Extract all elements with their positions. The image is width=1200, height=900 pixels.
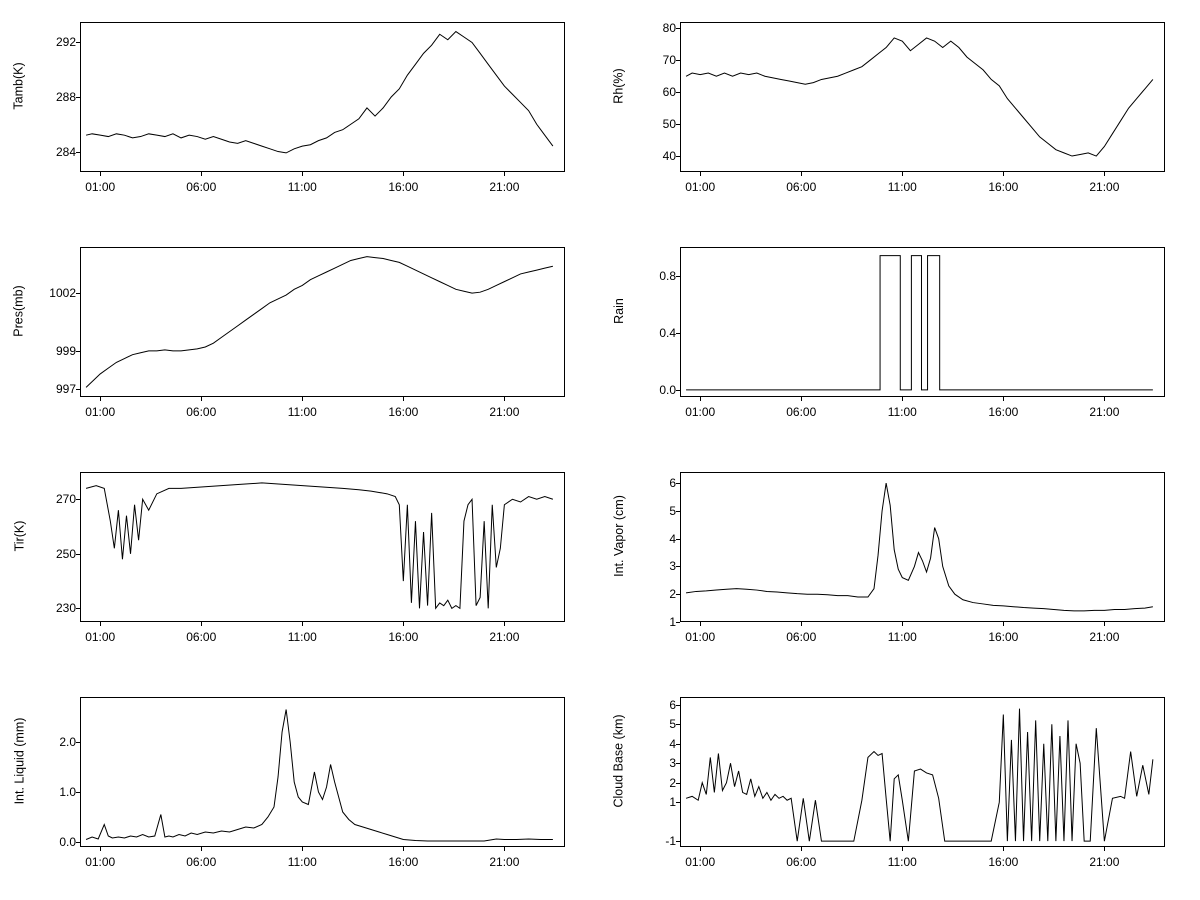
y-tick-label: 230 (55, 601, 76, 616)
y-axis-label-text: Pres(mb) (12, 285, 26, 337)
x-tick-mark (201, 847, 202, 851)
x-tick-mark (1003, 847, 1004, 851)
x-tick-mark (1003, 397, 1004, 401)
y-tick-label: 270 (55, 492, 76, 507)
y-axis-label-text: Tir(K) (12, 520, 26, 552)
y-axis-label-text: Cloud Base (km) (612, 714, 626, 808)
x-tick-label: 11:00 (887, 630, 917, 644)
y-tick-label: 6 (669, 476, 676, 491)
x-tick-mark (1104, 847, 1105, 851)
chart-panel-tir (0, 450, 600, 675)
x-tick-mark (1003, 622, 1004, 626)
y-tick-label: 5 (669, 503, 676, 518)
x-tick-mark (504, 847, 505, 851)
y-axis-label-rain (608, 225, 630, 397)
x-ticks-cloud_base (680, 847, 1165, 887)
x-tick-label: 21:00 (489, 180, 520, 194)
plot-area-rain (680, 247, 1165, 397)
x-tick-label: 16:00 (988, 180, 1019, 194)
x-tick-label: 01:00 (85, 630, 116, 644)
x-tick-label: 06:00 (186, 405, 217, 419)
y-tick-label: 999 (55, 343, 76, 358)
y-axis-label-tamb (8, 0, 30, 172)
x-ticks-int_liquid (80, 847, 565, 887)
y-axis-label-cloud_base (608, 675, 630, 847)
x-tick-label: 06:00 (786, 180, 817, 194)
x-tick-mark (201, 172, 202, 176)
x-tick-mark (801, 622, 802, 626)
x-tick-mark (302, 847, 303, 851)
y-tick-label: 2 (669, 587, 676, 602)
chart-panel-tamb (0, 0, 600, 225)
x-ticks-rain (680, 397, 1165, 437)
y-tick-label: 4 (669, 736, 676, 751)
y-tick-label: 1 (669, 615, 676, 629)
y-tick-label: 4 (669, 531, 676, 546)
x-tick-mark (201, 622, 202, 626)
y-tick-label: 284 (55, 144, 76, 159)
x-ticks-pres (80, 397, 565, 437)
x-tick-label: 21:00 (1089, 630, 1120, 644)
y-tick-label: 288 (55, 90, 76, 104)
x-tick-mark (902, 397, 903, 401)
y-tick-label: 2.0 (59, 735, 76, 749)
x-tick-label: 16:00 (388, 180, 419, 194)
x-tick-label: 21:00 (1089, 855, 1120, 869)
plot-area-tir (80, 472, 565, 622)
x-tick-label: 21:00 (489, 630, 520, 644)
y-ticks-cloud_base (636, 697, 676, 847)
x-tick-mark (403, 847, 404, 851)
y-tick-label: 0.0 (659, 382, 676, 397)
x-tick-label: 11:00 (887, 855, 917, 869)
chart-panel-pres (0, 225, 600, 450)
x-tick-mark (700, 397, 701, 401)
x-tick-label: 06:00 (786, 405, 817, 419)
x-tick-label: 01:00 (685, 180, 716, 194)
x-tick-mark (100, 172, 101, 176)
x-tick-mark (902, 172, 903, 176)
y-axis-label-text: Rain (612, 298, 626, 324)
plot-frame (680, 247, 1165, 397)
x-tick-mark (504, 622, 505, 626)
x-tick-mark (1104, 397, 1105, 401)
plot-frame (80, 472, 565, 622)
x-tick-label: 01:00 (85, 855, 116, 869)
x-tick-mark (801, 397, 802, 401)
y-tick-label: 3 (669, 756, 676, 771)
plot-area-rh (680, 22, 1165, 172)
chart-panel-cloud_base (600, 675, 1200, 900)
plot-area-int_liquid (80, 697, 565, 847)
x-tick-mark (1104, 172, 1105, 176)
x-tick-label: 06:00 (786, 855, 817, 869)
x-tick-mark (302, 172, 303, 176)
plot-frame (680, 472, 1165, 622)
y-tick-label: -1 (665, 834, 676, 849)
y-tick-label: 40 (662, 149, 676, 164)
y-tick-label: 80 (662, 21, 676, 36)
x-tick-label: 16:00 (988, 855, 1019, 869)
y-tick-label: 60 (662, 85, 676, 100)
x-tick-label: 11:00 (287, 405, 317, 419)
y-ticks-tamb (36, 22, 76, 172)
x-tick-label: 11:00 (287, 180, 317, 194)
y-tick-label: 1 (669, 795, 676, 810)
x-tick-label: 11:00 (287, 855, 317, 869)
y-tick-label: 6 (669, 697, 676, 712)
x-tick-mark (100, 397, 101, 401)
x-tick-label: 16:00 (388, 630, 419, 644)
plot-frame (80, 247, 565, 397)
x-tick-mark (302, 622, 303, 626)
x-tick-mark (504, 172, 505, 176)
y-axis-label-int_vapor (608, 450, 630, 622)
y-tick-label: 50 (662, 117, 676, 132)
plot-area-cloud_base (680, 697, 1165, 847)
y-tick-label: 0.0 (59, 835, 76, 849)
x-tick-mark (1003, 172, 1004, 176)
x-ticks-int_vapor (680, 622, 1165, 662)
x-tick-label: 01:00 (85, 180, 116, 194)
x-tick-mark (201, 397, 202, 401)
x-tick-label: 06:00 (186, 630, 217, 644)
y-ticks-pres (36, 247, 76, 397)
y-axis-label-int_liquid (8, 675, 30, 847)
x-tick-label: 21:00 (1089, 405, 1120, 419)
x-ticks-tir (80, 622, 565, 662)
x-tick-label: 16:00 (388, 405, 419, 419)
x-tick-label: 11:00 (887, 180, 917, 194)
x-tick-mark (801, 172, 802, 176)
x-tick-mark (403, 172, 404, 176)
y-ticks-rain (636, 247, 676, 397)
y-ticks-int_liquid (36, 697, 76, 847)
plot-frame (80, 22, 565, 172)
y-ticks-rh (636, 22, 676, 172)
y-axis-label-text: Int. Vapor (cm) (612, 495, 627, 577)
x-tick-mark (302, 397, 303, 401)
y-axis-label-text: Rh(%) (612, 68, 627, 104)
x-tick-mark (700, 172, 701, 176)
x-tick-label: 21:00 (1089, 180, 1120, 194)
x-tick-mark (504, 397, 505, 401)
x-tick-mark (902, 622, 903, 626)
x-ticks-tamb (80, 172, 565, 212)
chart-panel-int_liquid (0, 675, 600, 900)
x-tick-mark (403, 622, 404, 626)
x-tick-mark (700, 622, 701, 626)
x-tick-label: 21:00 (489, 855, 520, 869)
y-axis-label-tir (8, 450, 30, 622)
x-tick-mark (801, 847, 802, 851)
x-tick-label: 01:00 (685, 405, 716, 419)
plot-area-int_vapor (680, 472, 1165, 622)
x-tick-label: 11:00 (887, 405, 917, 419)
y-tick-label: 1.0 (59, 785, 76, 799)
x-tick-label: 11:00 (287, 630, 317, 644)
y-tick-label: 70 (662, 53, 676, 68)
x-tick-mark (403, 397, 404, 401)
x-tick-label: 06:00 (186, 855, 217, 869)
y-axis-label-text: Int. Liquid (mm) (12, 717, 26, 805)
plot-frame (80, 697, 565, 847)
y-tick-label: 0.4 (659, 325, 676, 340)
chart-panel-int_vapor (600, 450, 1200, 675)
y-tick-label: 0.8 (659, 268, 676, 283)
x-tick-label: 21:00 (489, 405, 520, 419)
x-tick-label: 06:00 (186, 180, 217, 194)
x-tick-label: 16:00 (388, 855, 419, 869)
x-tick-mark (1104, 622, 1105, 626)
y-tick-label: 1002 (49, 286, 76, 301)
x-tick-mark (100, 622, 101, 626)
x-tick-mark (700, 847, 701, 851)
chart-panel-rain (600, 225, 1200, 450)
y-axis-label-text: Tamb(K) (12, 62, 27, 110)
plot-area-tamb (80, 22, 565, 172)
y-tick-label: 292 (55, 35, 76, 50)
x-tick-mark (100, 847, 101, 851)
y-tick-label: 3 (669, 559, 676, 574)
y-ticks-int_vapor (636, 472, 676, 629)
y-tick-label: 2 (669, 775, 676, 790)
plot-area-pres (80, 247, 565, 397)
chart-panel-rh (600, 0, 1200, 225)
y-axis-label-pres (8, 225, 30, 397)
y-axis-label-rh (608, 0, 630, 172)
x-ticks-rh (680, 172, 1165, 212)
x-tick-label: 01:00 (685, 855, 716, 869)
x-tick-label: 06:00 (786, 630, 817, 644)
x-tick-label: 16:00 (988, 630, 1019, 644)
x-tick-label: 01:00 (85, 405, 116, 419)
x-tick-label: 16:00 (988, 405, 1019, 419)
plot-frame (680, 22, 1165, 172)
y-ticks-tir (36, 472, 76, 622)
y-tick-label: 250 (55, 546, 76, 561)
x-tick-label: 01:00 (685, 630, 716, 644)
x-tick-mark (902, 847, 903, 851)
y-tick-label: 5 (669, 717, 676, 732)
plot-frame (680, 697, 1165, 847)
y-tick-label: 997 (55, 382, 76, 397)
